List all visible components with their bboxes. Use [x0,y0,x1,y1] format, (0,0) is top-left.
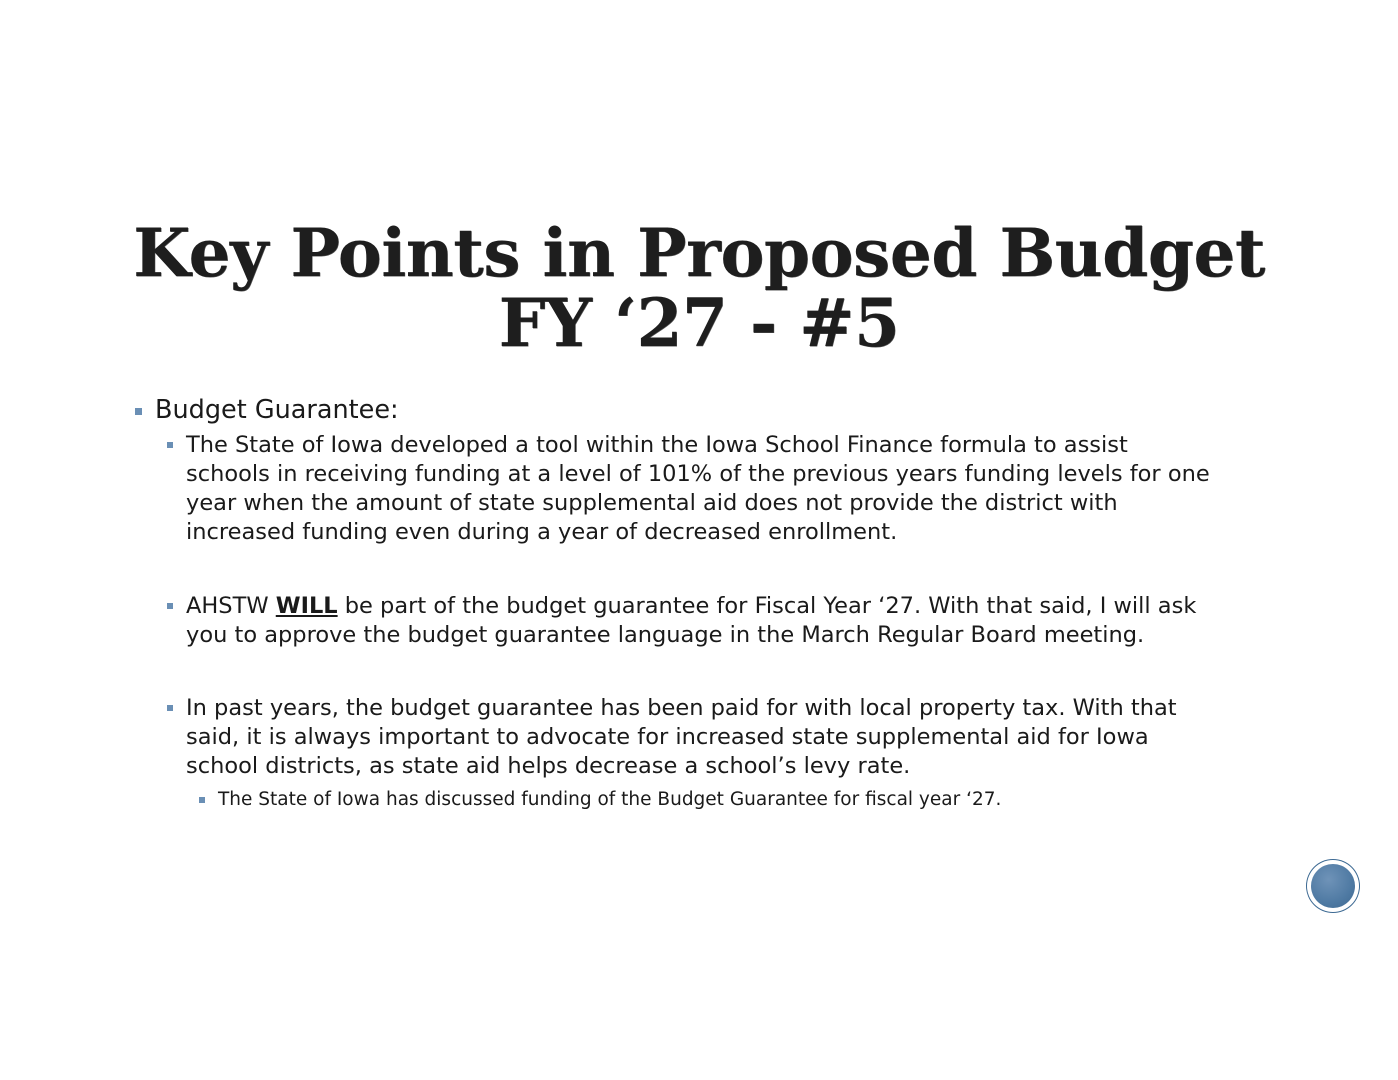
budget-guarantee-heading: Budget Guarantee: [155,395,399,425]
title-line-1: Key Points in Proposed Budget [133,214,1265,292]
subpoint-state-funding: The State of Iowa has discussed funding of the Budget Guarantee for fiscal year ‘27. [218,789,1002,810]
bullet-square-icon [167,442,173,448]
point-ahstw-suffix: be part of the budget guarantee for Fiscal Year ‘27. With that said, I will ask you to approve the budget guarantee language in the March Regular Board meeting. [186,593,1197,648]
slide-circle-badge-icon [1307,860,1359,912]
point-ahstw-will [186,592,1276,650]
title-line-2: FY ‘27 - #5 [498,284,900,362]
bullet-square-icon [167,603,173,609]
will-emphasis: WILL [275,593,338,619]
bullet-square-icon [135,408,142,415]
bullet-square-icon [199,797,205,803]
point-ahstw-prefix: AHSTW [186,593,276,619]
bullet-square-icon [167,705,173,711]
point-property-tax: In past years, the budget guarantee has been paid for with local property tax. With that said, it is always important to advocate for increased state supplemental aid for Iowa school districts, as state aid helps decrease a school’s levy rate. [186,695,1177,779]
point-state-tool: The State of Iowa developed a tool within the Iowa School Finance formula to assist schools in receiving funding at a level of 101% of the previous years funding levels for one year when the amount of state supplemental aid does not provide the district with increased funding even during a year of decreased enrollment. [186,432,1210,545]
